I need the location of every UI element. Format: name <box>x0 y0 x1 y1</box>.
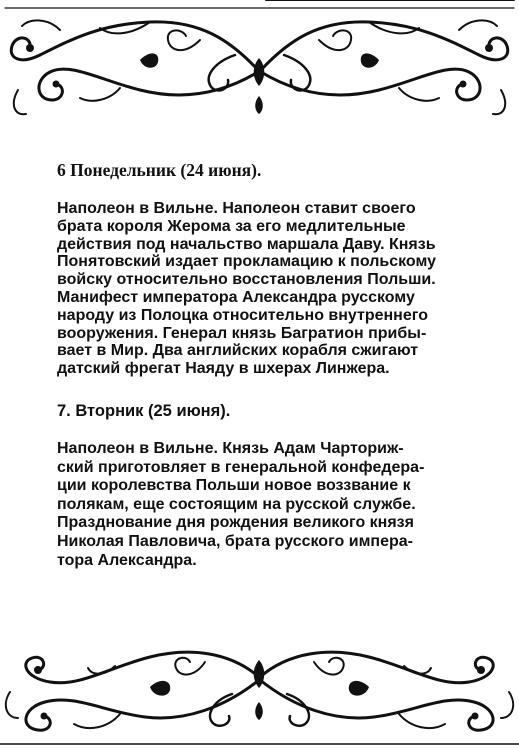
text-line: Наполеон в Вильне. Наполеон ставит своего <box>57 200 416 217</box>
ornament-bottom-icon <box>0 632 519 749</box>
text-line: тора Александра. <box>57 551 197 569</box>
text-line: Николая Павловича, брата русского импера- <box>57 532 413 550</box>
text-line: Понятовский издает прокламацию к польскому <box>57 253 436 271</box>
text-line: датский фрегат Наяду в шхерах Линжера. <box>57 360 390 378</box>
text-line: войску относительно восстановления Польши. <box>57 271 436 289</box>
text-line: вооружения. Генерал князь Багратион прибы- <box>57 324 427 342</box>
ornament-top-icon <box>0 0 519 120</box>
entry-heading-june-25: 7. Вторник (25 июня). <box>57 402 231 420</box>
text-line: полякам, еще состоящим на русской службе. <box>57 495 416 513</box>
entry-text-june-25 <box>57 440 487 570</box>
text-line: вает в Мир. Два английских корабля сжигают <box>57 342 419 360</box>
entry-heading-june-24: 6 Понедельник (24 июня). <box>57 160 262 180</box>
text-line: ции королевства Польши новое воззвание к <box>57 477 411 495</box>
text-line: Празднование дня рождения великого князя <box>57 514 414 532</box>
text-line: Манифест императора Александра русскому <box>57 288 415 306</box>
text-line: действия под начальство маршала Даву. Князь <box>57 235 436 253</box>
text-line: ский приготовляет в генеральной конфедера- <box>57 458 425 476</box>
text-line: брата короля Жерома за его медлительные <box>57 217 406 235</box>
text-line: народу из Полоцка относительно внутреннего <box>57 306 428 324</box>
text-line: Наполеон в Вильне. Князь Адам Чарториж- <box>57 440 404 457</box>
entry-text-june-24 <box>57 200 487 378</box>
